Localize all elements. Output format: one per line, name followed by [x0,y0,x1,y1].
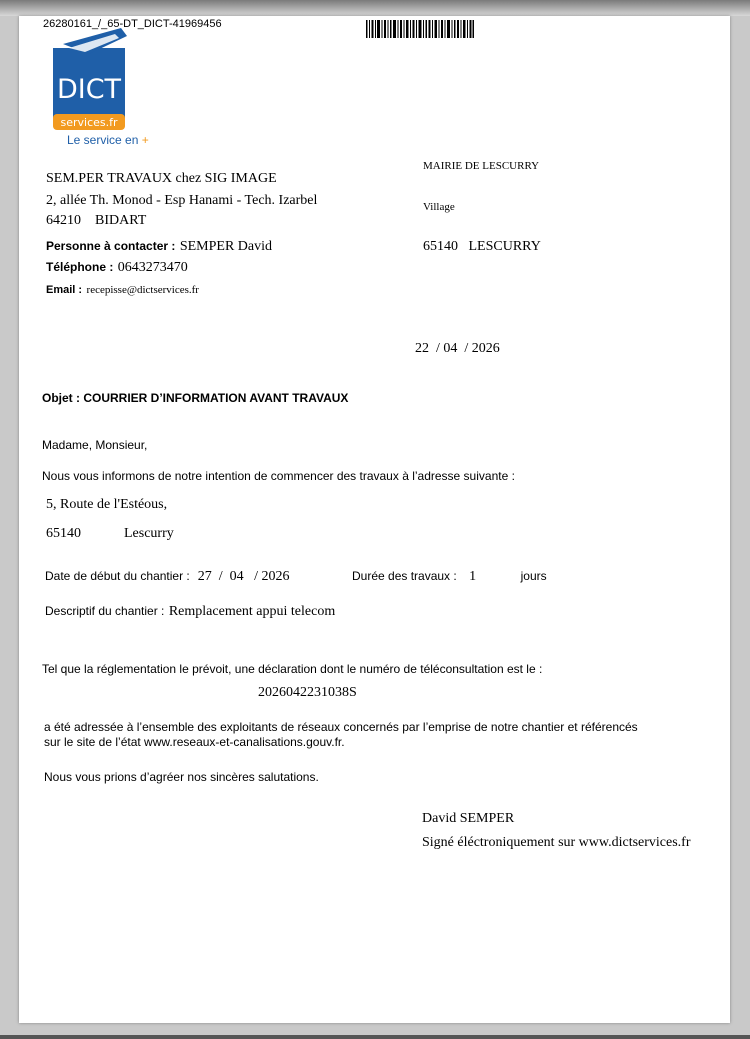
recipient-city: LESCURRY [468,239,541,254]
regulation-paragraph: Tel que la réglementation le prévoit, une déclaration dont le numéro de téléconsultation est le : [42,662,543,676]
duration-label: Durée des travaux : [352,569,457,583]
duration-row [352,567,547,585]
sender-email [46,280,199,298]
dict-services-logo [49,26,129,130]
site-postcode: 65140 [46,526,81,541]
electronic-signature-note: Signé éléctroniquement sur www.dictservices.fr [422,835,691,850]
svg-text:services.fr: services.fr [60,116,118,129]
contact-value: SEMPER David [179,239,273,254]
sender-postcode: 64210 [46,213,81,228]
site-street: 5, Route de l'Estéous, [46,497,168,512]
declaration-number: 2026042231038S [258,685,357,700]
sender-address: 2, allée Th. Monod - Esp Hanami - Tech. Izarbel [46,193,318,208]
start-date-value: 27 / 04 / 2026 [197,569,290,584]
recipient-line2: Village [423,201,455,213]
sender-contact [46,237,272,255]
letter-subject: Objet : COURRIER D’INFORMATION AVANT TRAVAUX [42,391,349,405]
sender-phone [46,258,188,276]
start-date-row [45,567,290,585]
recipient-postcode: 65140 [423,239,458,254]
letter-page [19,16,730,1023]
closing-paragraph: Nous vous prions d’agréer nos sincères salutations. [44,770,319,784]
sent-paragraph-line1: a été adressée à l’ensemble des exploitants de réseaux concernés par l’emprise de notre chantier et référencés [44,720,638,734]
sender-city: BIDART [95,213,147,228]
duration-value: 1 [469,569,477,584]
start-date-label: Date de début du chantier : [45,569,190,583]
email-value: recepisse@dictservices.fr [86,284,199,296]
contact-label: Personne à contacter : [46,239,176,253]
logo-tagline: Le service en + [67,133,149,147]
phone-label: Téléphone : [46,260,114,274]
sent-paragraph-line2: sur le site de l’état www.reseaux-et-canalisations.gouv.fr. [44,735,345,749]
intro-paragraph: Nous vous informons de notre intention de commencer des travaux à l’adresse suivante : [42,469,515,483]
recipient-name: MAIRIE DE LESCURRY [423,160,540,172]
viewer-top-shadow [0,0,750,16]
barcode [366,20,474,38]
signatory-name: David SEMPER [422,811,515,826]
letter-date: 22 / 04 / 2026 [415,341,500,356]
description-row [45,602,335,620]
site-city-line [46,526,174,542]
svg-text:DICT: DICT [56,74,122,105]
description-label: Descriptif du chantier : [45,604,165,618]
viewer-bottom-bar [0,1035,750,1039]
reference-number: 26280161_/_65-DT_DICT-41969456 [43,18,222,30]
description-value: Remplacement appui telecom [168,604,336,619]
phone-value: 0643273470 [117,260,188,275]
sender-city-line [46,213,146,229]
site-city: Lescurry [124,526,174,541]
salutation: Madame, Monsieur, [42,438,148,452]
duration-unit: jours [520,569,547,583]
sender-company: SEM.PER TRAVAUX chez SIG IMAGE [46,171,277,186]
recipient-city-line [423,239,541,255]
email-label: Email : [46,284,83,296]
